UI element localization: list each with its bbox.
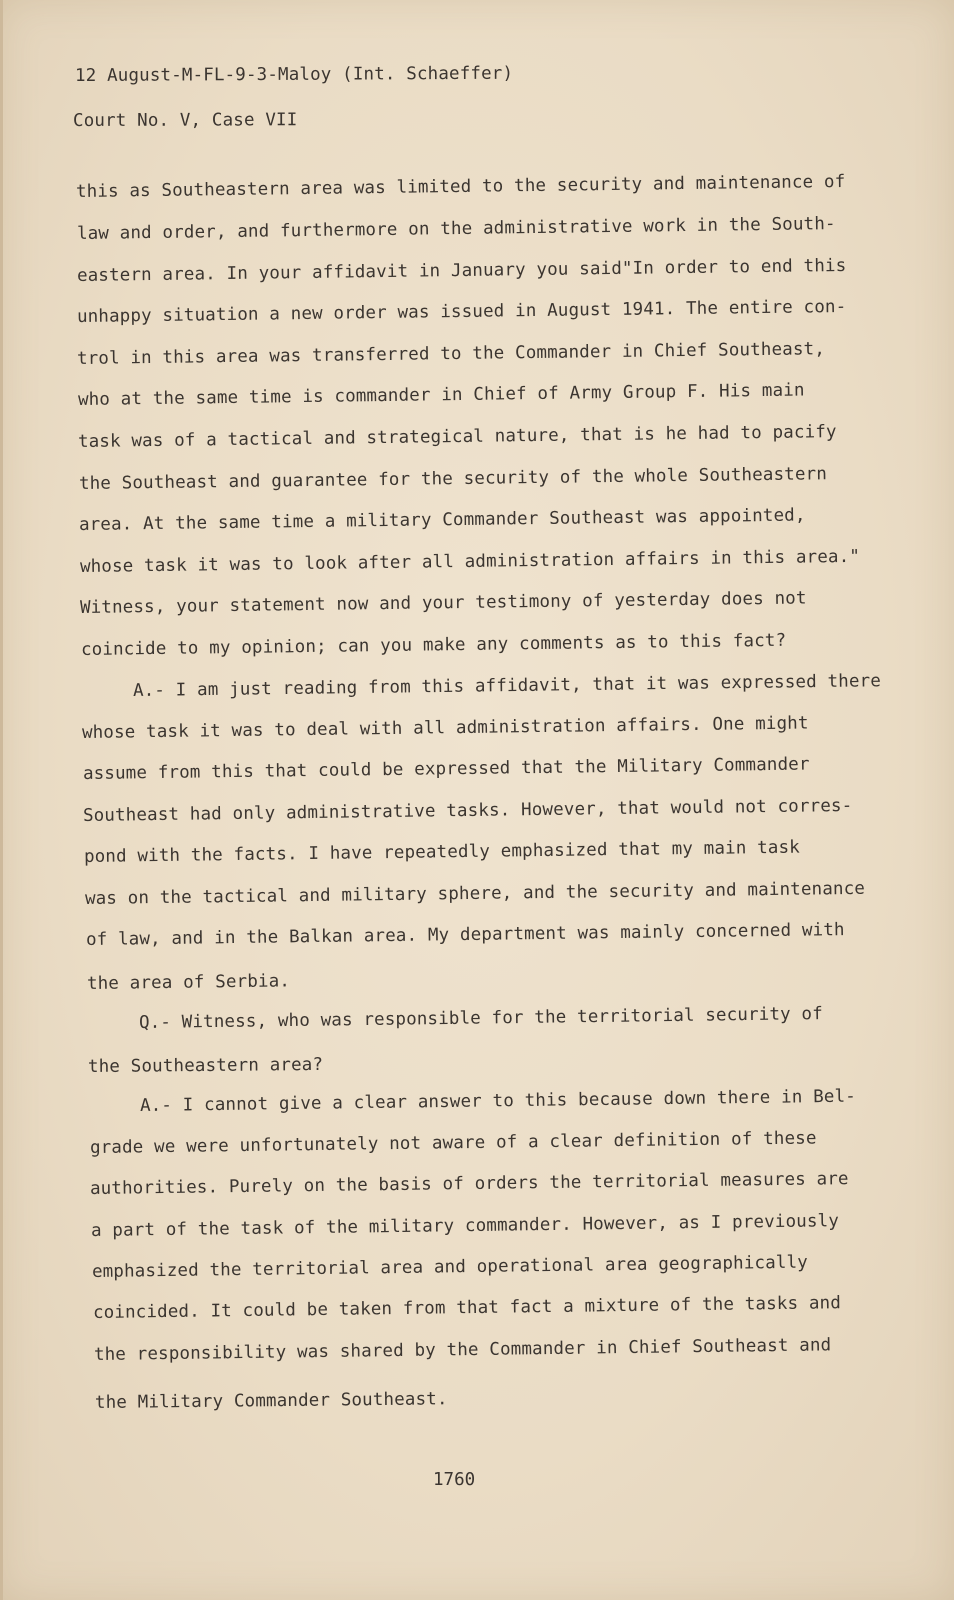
body-line: of law, and in the Balkan area. My department was mainly concerned with — [85, 920, 845, 950]
body-line: A.- I am just reading from this affidavit, that it was expressed there — [132, 671, 882, 701]
body-line: the responsibility was shared by the Commander in Chief Southeast and — [93, 1335, 832, 1365]
page-number: 1760 — [433, 1470, 476, 1490]
body-line: was on the tactical and military sphere, and the security and maintenance — [84, 878, 866, 909]
body-line: Q.- Witness, who was responsible for the territorial security of — [138, 1004, 823, 1033]
body-line: trol in this area was transferred to the Commander in Chief Southeast, — [76, 339, 826, 369]
body-line: whose task it was to look after all administration affairs in this area." — [79, 546, 861, 577]
body-line: Witness, your statement now and your testimony of yesterday does not — [79, 588, 807, 618]
body-line: A.- I cannot give a clear answer to this because down there in Bel- — [139, 1086, 857, 1116]
body-line: area. At the same time a military Commander Southeast was appointed, — [78, 505, 806, 535]
body-line: law and order, and furthermore on the administrative work in the South- — [76, 214, 836, 244]
body-line: emphasized the territorial area and operational area geographically — [91, 1252, 809, 1282]
body-line: grade we were unfortunately not aware of a clear definition of these — [89, 1128, 817, 1158]
body-line: authorities. Purely on the basis of orders the territorial measures are — [89, 1169, 849, 1199]
body-line: who at the same time is commander in Chief of Army Group F. His main — [77, 380, 805, 410]
body-line: Southeast had only administrative tasks. However, that would not corres- — [82, 795, 853, 826]
body-line: unhappy situation a new order was issued in August 1941. The entire con- — [76, 296, 847, 327]
body-line: a part of the task of the military commander. However, as I previously — [90, 1211, 840, 1241]
body-line: assume from this that could be expressed that the Military Commander — [82, 754, 810, 784]
body-line: the Southeastern area? — [87, 1054, 324, 1077]
header-court-case: Court No. V, Case VII — [72, 110, 298, 131]
body-line: whose task it was to deal with all administration affairs. One might — [81, 713, 809, 743]
body-line: pond with the facts. I have repeatedly emphasized that my main task — [83, 837, 801, 867]
body-line: coincide to my opinion; can you make any comments as to this fact? — [80, 630, 787, 660]
body-line: coincided. It could be taken from that fact a mixture of the tasks and — [92, 1293, 842, 1323]
body-line: the Southeast and guarantee for the security of the whole Southeastern — [78, 464, 828, 494]
body-line: eastern area. In your affidavit in January you said"In order to end this — [76, 255, 847, 286]
body-line: the area of Serbia. — [86, 971, 291, 994]
body-line: the Military Commander Southeast. — [94, 1389, 448, 1413]
body-line: this as Southeastern area was limited to the security and maintenance of — [75, 171, 846, 202]
body-line: task was of a tactical and strategical nature, that is he had to pacify — [77, 422, 837, 452]
header-case-reference: 12 August-M-FL-9-3-Maloy (Int. Schaeffer) — [74, 63, 514, 86]
